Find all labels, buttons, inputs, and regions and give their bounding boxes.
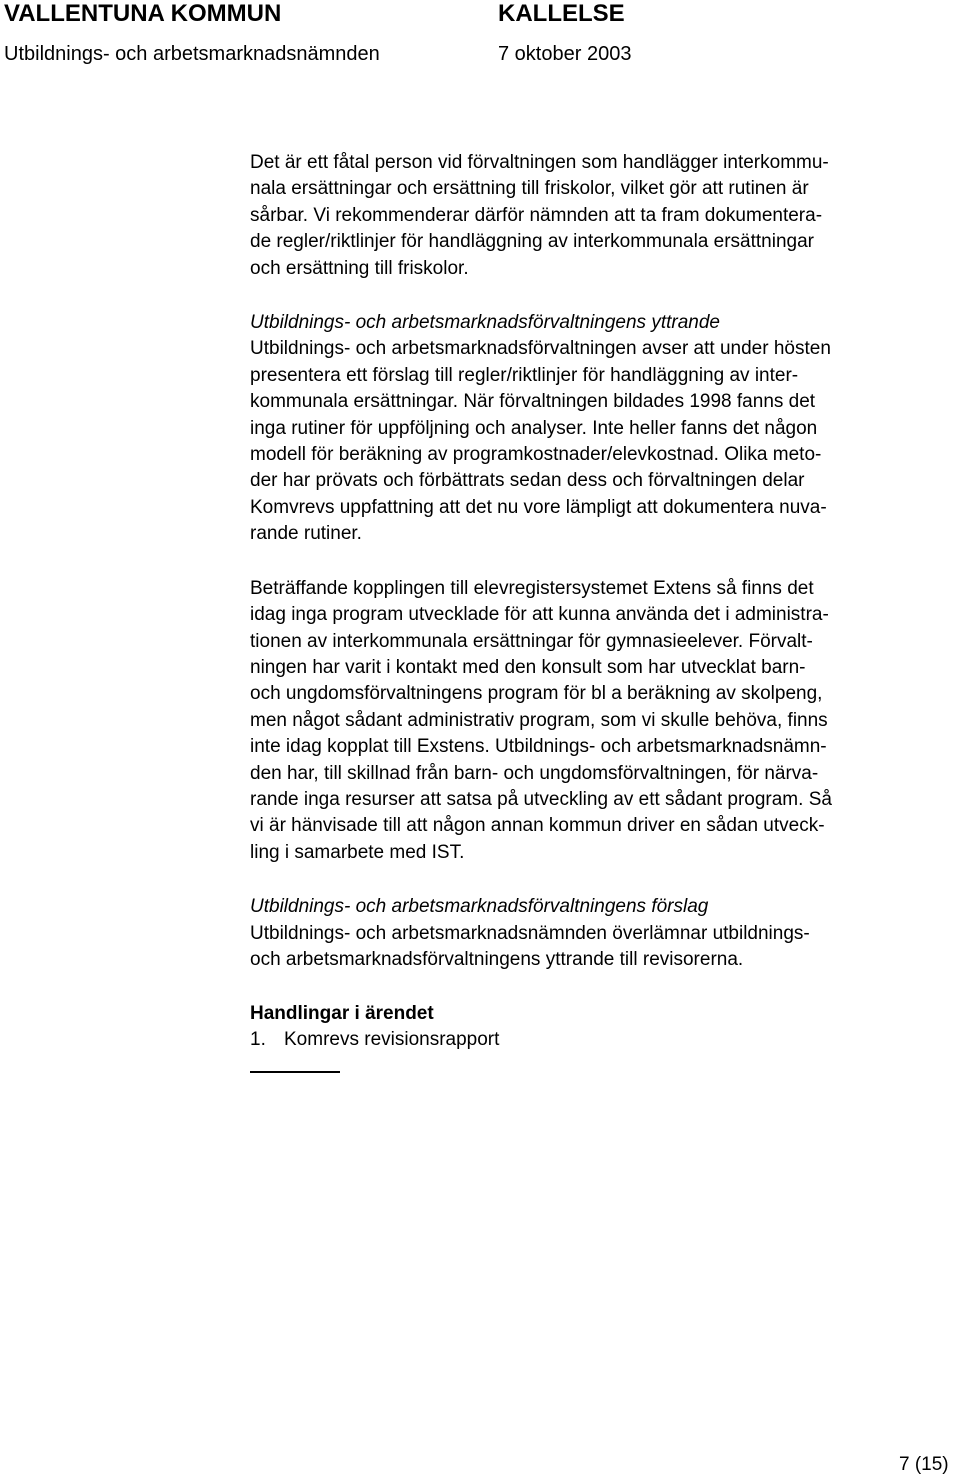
list-item-number: 1. — [250, 1029, 266, 1051]
text-line: Utbildnings- och arbetsmarknadsförvaltningen avser att under hösten — [250, 338, 831, 360]
section-heading-yttrande: Utbildnings- och arbetsmarknadsförvaltningens yttrande — [250, 312, 720, 334]
text-line: Komvrevs uppfattning att det nu vore lämpligt att dokumentera nuva- — [250, 496, 827, 518]
text-line: vi är hänvisade till att någon annan kommun driver en sådan utveck- — [250, 815, 825, 837]
section-heading-forslag: Utbildnings- och arbetsmarknadsförvaltningens förslag — [250, 896, 709, 918]
text-line: idag inga program utvecklade för att kunna använda det i administra- — [250, 604, 829, 626]
paragraph-extens — [250, 576, 958, 866]
text-line: den har, till skillnad från barn- och ungdomsförvaltningen, för närva- — [250, 762, 819, 784]
text-line: Utbildnings- och arbetsmarknadsnämnden överlämnar utbildnings- — [250, 922, 810, 944]
end-rule — [250, 1071, 340, 1073]
text-line: Det är ett fåtal person vid förvaltningen som handlägger interkommu- — [250, 152, 829, 173]
text-line: presentera ett förslag till regler/riktlinjer för handläggning av inter- — [250, 364, 799, 386]
list-item — [250, 1027, 958, 1053]
header-left — [4, 0, 380, 66]
text-line: nala ersättningar och ersättning till friskolor, vilket gör att rutinen är — [250, 178, 809, 200]
text-line: ningen har varit i kontakt med den konsult som har utvecklat barn- — [250, 656, 806, 678]
doc-type: KALLELSE — [498, 0, 625, 27]
text-line: inga rutiner för uppföljning och analyser. Inte heller fanns det någon — [250, 417, 818, 439]
text-line: ling i samarbete med IST. — [250, 841, 465, 863]
text-line: och ungdomsförvaltningens program för bl a beräkning av skolpeng, — [250, 683, 823, 705]
document-body — [250, 150, 958, 1053]
handlingar-section — [250, 1001, 958, 1053]
paragraph-revision-finding — [250, 150, 958, 282]
org-name: VALLENTUNA KOMMUN — [4, 0, 282, 27]
text-line: inte idag kopplat till Exstens. Utbildnings- och arbetsmarknadsnämn- — [250, 736, 827, 758]
header-right — [498, 0, 631, 66]
text-line: och arbetsmarknadsförvaltningens yttrande till revisorerna. — [250, 948, 744, 970]
text-line: sårbar. Vi rekommenderar därför nämnden att ta fram dokumentera- — [250, 204, 823, 226]
text-line: men något sådant administrativ program, som vi skulle behöva, finns — [250, 709, 828, 731]
text-line: rande rutiner. — [250, 523, 362, 545]
paragraph-yttrande — [250, 310, 958, 548]
handlingar-heading: Handlingar i ärendet — [250, 1003, 434, 1025]
text-line: kommunala ersättningar. När förvaltningen bildades 1998 fanns det — [250, 391, 816, 413]
text-line: tionen av interkommunala ersättningar för gymnasieelever. Förvalt- — [250, 630, 813, 652]
doc-date: 7 oktober 2003 — [498, 43, 632, 65]
text-line: modell för beräkning av programkostnader/elevkostnad. Olika meto- — [250, 444, 822, 466]
committee-name: Utbildnings- och arbetsmarknadsnämnden — [4, 43, 380, 65]
page-number: 7 (15) — [899, 1454, 949, 1475]
text-line: rande inga resurser att satsa på utveckling av ett sådant program. Så — [250, 788, 832, 810]
paragraph-forslag — [250, 894, 958, 973]
text-line: de regler/riktlinjer för handläggning av interkommunala ersättningar — [250, 231, 814, 253]
list-item-text: Komrevs revisionsrapport — [284, 1029, 500, 1051]
text-line: Beträffande kopplingen till elevregistersystemet Extens så finns det — [250, 577, 814, 599]
text-line: der har prövats och förbättrats sedan dess och förvaltningen delar — [250, 470, 805, 492]
text-line: och ersättning till friskolor. — [250, 257, 469, 279]
